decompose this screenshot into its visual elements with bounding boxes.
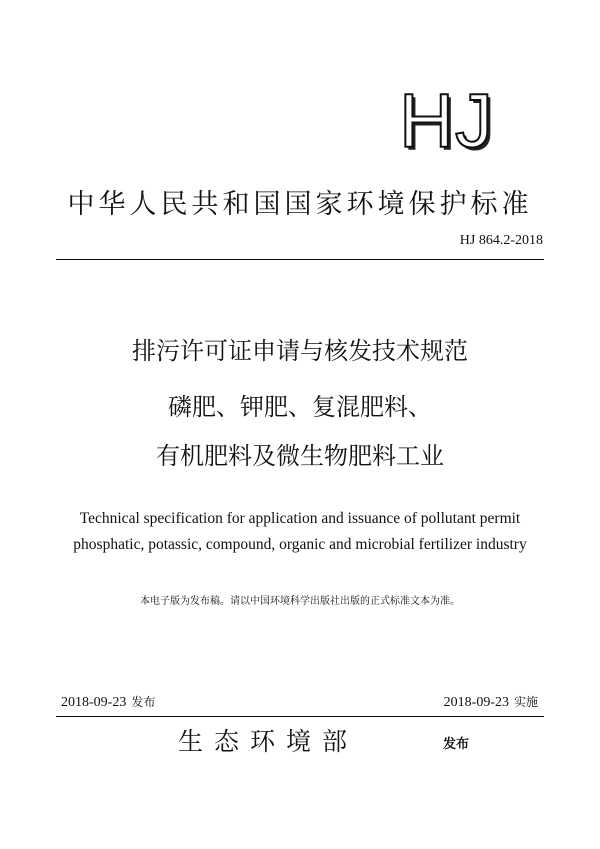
issue-date-block	[61, 693, 155, 712]
edition-notice: 本电子版为发布稿。请以中国环境科学出版社出版的正式标准文本为准。	[140, 596, 460, 607]
cn-title-line-2: 磷肥、钾肥、复混肥料、	[168, 393, 432, 421]
hj-logo: HJ	[399, 79, 494, 164]
issue-date: 2018-09-23	[61, 695, 127, 710]
bottom-divider	[56, 716, 544, 717]
implement-label: 实施	[513, 695, 538, 709]
top-divider	[56, 259, 544, 260]
en-title-line-2: phosphatic, potassic, compound, organic and microbial fertilizer industry	[73, 536, 527, 553]
organization-title: 中华人民共和国国家环境保护标准	[67, 189, 533, 220]
cn-title-line-1: 排污许可证申请与核发技术规范	[132, 337, 468, 365]
en-title-line-1: Technical specification for application and issuance of pollutant permit	[79, 510, 521, 527]
issue-label: 发布	[131, 695, 156, 709]
issuing-ministry: 生态环境部	[178, 727, 359, 756]
publish-label: 发布	[443, 737, 470, 752]
cn-title-line-3: 有机肥料及微生物肥料工业	[156, 442, 444, 470]
standard-number: HJ 864.2-2018	[459, 233, 543, 248]
implement-date: 2018-09-23	[443, 695, 509, 710]
implement-date-block	[444, 693, 538, 712]
